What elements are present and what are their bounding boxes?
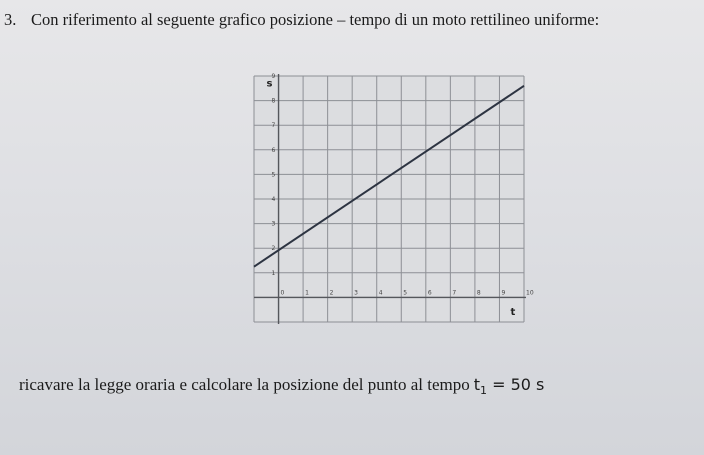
y-tick-label: 5 <box>271 171 276 179</box>
y-tick-label: 8 <box>271 97 276 105</box>
x-tick-label: 4 <box>378 289 383 297</box>
x-tick-label: 3 <box>354 289 359 297</box>
y-axis-label: s <box>266 78 273 90</box>
question-text: Con riferimento al seguente grafico posizione – tempo di un moto rettilineo uniforme: <box>31 10 600 29</box>
x-tick-label: 1 <box>305 289 309 297</box>
y-tick-label: 9 <box>271 73 276 80</box>
y-tick-label: 7 <box>271 122 276 130</box>
x-tick-label: 9 <box>501 289 506 297</box>
x-tick-label: 10 <box>526 289 534 297</box>
x-tick-label: 5 <box>403 289 408 297</box>
time-value: = 50 s <box>487 375 545 394</box>
x-tick-label: 6 <box>427 289 432 297</box>
x-tick-label: 0 <box>280 289 285 297</box>
task-text <box>19 375 544 397</box>
time-variable: t <box>473 375 481 394</box>
y-tick-label: 2 <box>271 245 276 253</box>
question-heading <box>4 10 599 30</box>
x-tick-label: 2 <box>329 289 334 297</box>
x-axis-label: t <box>510 307 516 319</box>
x-tick-label: 7 <box>452 289 457 297</box>
question-number: 3. <box>4 10 17 29</box>
task-sentence: ricavare la legge oraria e calcolare la posizione del punto al tempo <box>19 375 470 394</box>
time-formula <box>473 375 545 398</box>
time-subscript: 1 <box>480 384 488 398</box>
y-tick-label: 1 <box>271 269 276 277</box>
y-tick-label: 6 <box>271 146 276 154</box>
position-time-graph <box>244 70 534 335</box>
y-tick-label: 4 <box>271 196 276 203</box>
y-tick-label: 3 <box>271 220 276 228</box>
x-tick-label: 8 <box>476 289 481 297</box>
